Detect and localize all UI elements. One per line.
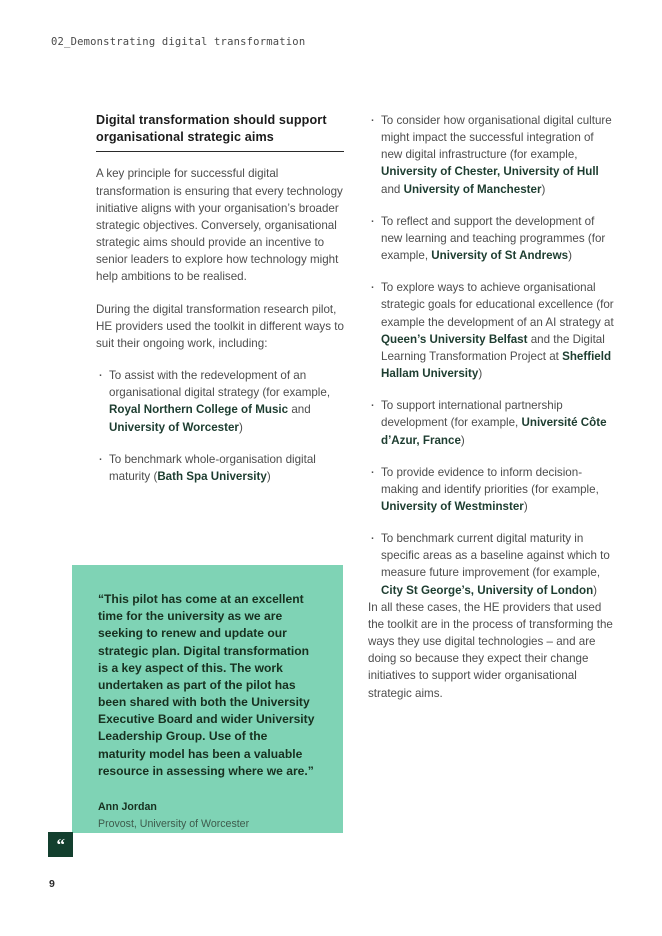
bullet-text-part: To provide evidence to inform decision-making and identify priorities (for example, [381,465,599,496]
list-item [368,464,616,515]
institution-name: Université Côte d’Azur, France [381,416,607,447]
bullet-text-part: ) [460,433,465,447]
pull-quote-panel [72,565,343,833]
left-bullet-list [96,367,344,485]
list-item [368,112,616,198]
pull-quote-text: “This pilot has come at an excellent time for the university as we are seeking to renew and update our strategic plan. Digital transformation is a key aspect of this. The work undertaken as part of the pilot has been shared with both the University Executive Board and wider University Leadership Group. Use of the maturity model has been a valuable resource in assessing where we are.” [98,592,315,778]
institution-name: Queen’s University Belfast [381,332,528,346]
institution-name: University of Chester, University of Hull [381,165,599,179]
bullet-text-part: ) [541,182,546,196]
institution-name: Bath Spa University [157,469,267,483]
bullet-text-part: To benchmark current digital maturity in specific areas as a baseline against which to measure future improvement (for example, [381,532,610,580]
quotation-mark-badge [48,832,73,857]
list-item [368,397,616,448]
right-bullet-list [368,112,616,599]
bullet-text-part: To explore ways to achieve organisational strategic goals for educational excellence (for example the development of an AI strategy at [381,281,614,329]
bullet-text-part: and [288,403,311,417]
intro-paragraph: A key principle for successful digital transformation is ensuring that every technology initiative aligns with your organisation’s broader strategic objectives. Conversely, organisational strategic aims should provide an incentive to senior leaders to explore how technology might help ambitions to be realised. [96,167,343,284]
institution-name: University of Westminster [381,499,524,513]
running-header: 02_Demonstrating digital transformation [51,36,306,48]
closing-paragraph: In all these cases, the HE providers that used the toolkit are in the process of transforming the ways they use digital technologies – and are doing so because they expect their change initiatives to support wider organisational strategic aims. [368,600,613,700]
quotation-mark-icon: “ [56,835,65,854]
list-item [368,279,616,382]
bullet-text-part: and the Digital Learning Transformation Project at [381,332,605,363]
right-column [368,112,616,702]
list-item [368,530,616,599]
bullet-text-part: ) [568,249,572,263]
attribution-name: Ann Jordan [98,800,157,813]
left-column [96,112,344,485]
page-number: 9 [49,878,55,890]
bullet-text-part: ) [523,499,528,513]
bullet-text-part: ) [266,469,271,483]
institution-name: Sheffield Hallam University [381,349,612,381]
bullet-text-part: and [381,182,404,196]
bullet-text-part: ) [238,420,243,434]
attribution-role: Provost, University of Worcester [98,817,250,830]
section-heading: Digital transformation should support organisational strategic aims [96,113,327,144]
bullet-text-part: To assist with the redevelopment of an organisational digital strategy (for example, [109,369,331,400]
heading-divider [96,151,344,152]
bullet-text-part: To reflect and support the development of new learning and teaching programmes (for example, [381,214,606,263]
institution-name: University of St Andrews [431,249,569,263]
list-item [368,213,616,264]
list-item [96,451,344,485]
bullet-text-part: ) [478,367,483,381]
bullet-text-part: ) [593,583,598,597]
pilot-usage-paragraph: During the digital transformation research pilot, HE providers used the toolkit in different ways to suit their ongoing work, including: [96,302,344,350]
institution-name: University of Manchester [403,182,542,196]
list-item [96,367,344,436]
institution-name: University of Worcester [109,420,239,434]
institution-name: Royal Northern College of Music [109,403,289,417]
bullet-text-part: To benchmark whole-organisation digital maturity ( [109,452,316,483]
institution-name: City St George’s, University of London [381,583,594,597]
bullet-text-part: To consider how organisational digital culture might impact the successful integration of new digital infrastructure (for example, [381,114,612,162]
pull-quote-attribution [98,800,317,832]
bullet-text-part: To support international partnership development (for example, [381,399,563,430]
